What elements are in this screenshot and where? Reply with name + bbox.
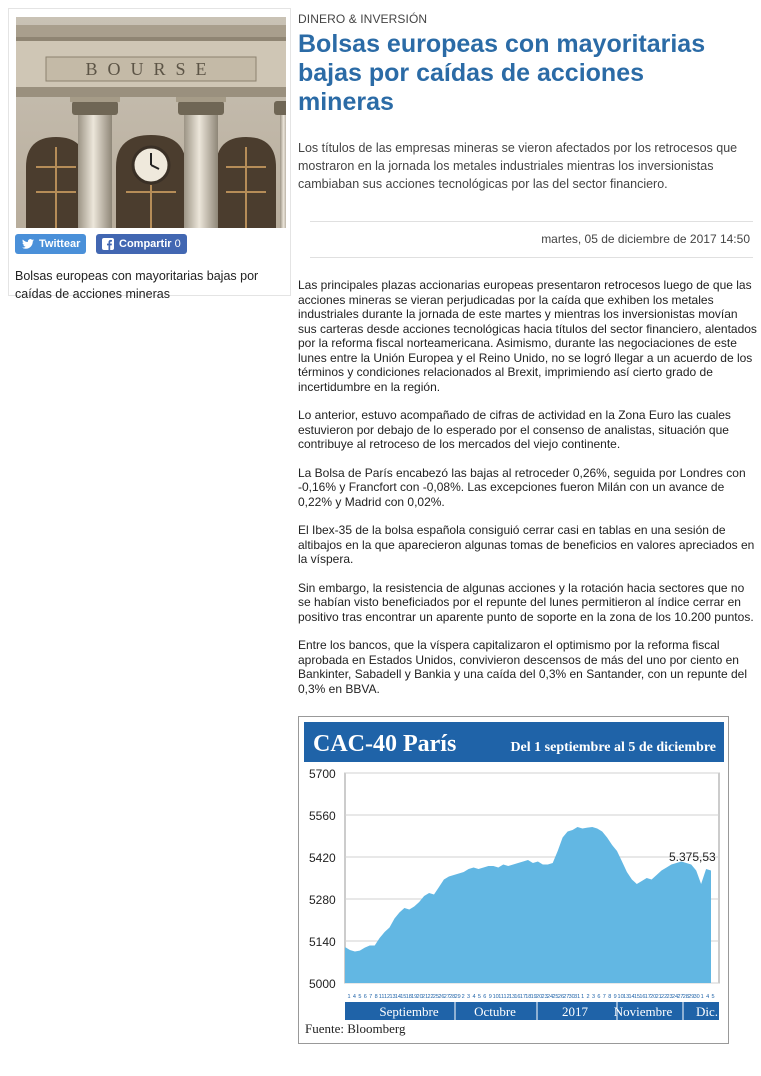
x-day-tick-label: 20 [650,994,657,1000]
x-day-tick-label: 23 [666,994,673,1000]
x-day-tick-label: 10 [492,994,499,1000]
x-day-tick-label: 20 [416,994,423,1000]
x-day-tick-label: 19 [411,994,418,1000]
facebook-icon [102,238,114,250]
divider [310,221,753,222]
article-lead: Los títulos de las empresas mineras se vieron afectados por los retrocesos que mostraron en la jornada los metales industriales mientras los inversionistas cambiaban sus acciones tecnológicas por las del sector financiero. [298,141,738,191]
x-month-label: Septiembre [379,1004,439,1019]
x-day-tick-label: 15 [633,994,640,1000]
x-day-tick-label: 17 [519,994,526,1000]
x-day-tick-label: 28 [449,994,456,1000]
x-day-tick-label: 20 [536,994,543,1000]
x-day-tick-label: 5 [358,994,362,1000]
x-day-tick-label: 14 [394,994,401,1000]
x-day-tick-label: 27 [563,994,570,1000]
x-day-tick-label: 17 [644,994,651,1000]
x-month-label: Noviembre [613,1004,673,1019]
x-day-tick-label: 13 [389,994,396,1000]
x-day-tick-label: 12 [383,994,391,1000]
x-month-label: Dic. [695,1004,719,1019]
x-day-tick-label: 10 [617,994,624,1000]
x-day-tick-label: 8 [374,994,378,1000]
x-day-tick-label: 5 [477,994,481,1000]
facebook-share-count: 0 [174,238,181,250]
x-day-tick-label: 4 [352,994,356,1000]
facebook-share-button[interactable] [96,234,187,254]
x-day-tick-label: 6 [483,994,487,1000]
x-day-tick-label: 12 [503,994,510,1000]
x-day-tick-label: 15 [400,994,407,1000]
x-day-tick-label: 18 [525,994,532,1000]
y-tick-label: 5280 [309,893,336,907]
x-day-tick-label: 25 [432,994,439,1000]
x-day-tick-label: 13 [508,994,516,1000]
cac40-chart [298,716,729,1044]
chart-svg [299,717,728,1043]
x-day-tick-label: 22 [427,994,434,1000]
x-day-tick-label: 21 [655,994,662,1000]
x-day-tick-label: 26 [557,994,564,1000]
chart-last-value-label: 5.375,53 [669,850,716,864]
x-day-tick-label: 26 [438,994,445,1000]
section-label[interactable]: DINERO & INVERSIÓN [298,12,428,26]
y-tick-label: 5140 [309,935,336,949]
body-paragraph: La Bolsa de París encabezó las bajas al retroceder 0,26%, seguida por Londres con -0,16% y Francfort con -0,08%. Las excepciones fueron Milán con un avance de 0,22% y Madrid con 0,02%. [298,465,746,509]
x-day-tick-label: 25 [552,994,559,1000]
x-day-tick-label: 1 [581,994,585,1000]
x-day-tick-label: 31 [574,994,581,1000]
twitter-share-label: Twittear [39,238,81,250]
body-paragraph: Sin embargo, la resistencia de algunas acciones y la rotación hacia sectores que no se habían visto beneficiados por el repunte del lunes permitieron al índice cerrar en positivo tras encontrar un aparente punto de soporte en la zona de los 10.200 puntos. [298,580,754,624]
x-day-tick-label: 9 [613,994,617,1000]
y-tick-label: 5000 [309,977,336,991]
x-day-tick-label: 4 [706,994,710,1000]
x-day-tick-label: 2 [461,994,465,1000]
x-day-tick-label: 9 [488,994,492,1000]
x-day-tick-label: 7 [602,994,606,1000]
chart-title: CAC-40 París [313,731,457,757]
bourse-sign-text: BOURSE [85,59,217,79]
x-day-tick-label: 8 [608,994,612,1000]
x-day-tick-label: 3 [466,994,471,1000]
article-title: Bolsas europeas con mayoritarias bajas por caídas de acciones mineras [298,30,706,116]
x-day-tick-label: 24 [546,994,554,1000]
x-day-tick-label: 14 [628,994,635,1000]
twitter-bird-icon [22,239,34,249]
x-day-tick-label: 24 [671,994,679,1000]
article-body [298,278,758,710]
x-day-tick-label: 1 [347,994,351,1000]
x-day-tick-label: 13 [623,994,630,1000]
x-month-label: Octubre [474,1004,516,1019]
x-day-tick-label: 5 [711,994,715,1000]
x-day-tick-label: 4 [472,994,476,1000]
divider [310,257,753,258]
image-card [8,8,291,301]
chart-subtitle: Del 1 septiembre al 5 de diciembre [510,740,716,755]
y-tick-label: 5700 [309,767,336,781]
x-day-tick-label: 22 [661,994,668,1000]
twitter-share-button[interactable] [15,234,86,254]
x-day-tick-label: 16 [514,994,521,1000]
x-day-tick-label: 7 [369,994,373,1000]
x-day-tick-label: 21 [422,994,429,1000]
x-day-tick-label: 29 [688,994,695,1000]
x-day-tick-label: 30 [693,994,700,1000]
x-day-tick-label: 16 [639,994,646,1000]
x-day-tick-label: 1 [700,994,704,1000]
x-month-label: 2017 [562,1004,588,1019]
chart-source: Fuente: Bloomberg [305,1021,406,1036]
x-day-tick-label: 6 [597,994,601,1000]
x-day-tick-label: 27 [677,994,684,1000]
article-photo[interactable] [16,17,286,228]
x-day-tick-label: 28 [682,994,689,1000]
body-paragraph: Las principales plazas accionarias europeas presentaron retrocesos luego de que las acciones mineras se vieran perjudicadas por la caída que exhiben los metales industriales durante la jornada de este martes y mientras los inversionistas movían sus carteras desde acciones tecnológicas hacia títulos del sector financiero, alentados por la reforma fiscal norteamericana. Asimismo, durante las negociaciones de este lunes entre la Unión Europea y el Reino Unido, no se logró llegar a un acuerdo de los términos y condiciones relacionados al Brexit, imprimiendo así cierto grado de incertidumbre en la región. [298,278,757,394]
x-day-tick-label: 11 [498,994,504,1000]
x-day-tick-label: 30 [568,994,575,1000]
x-day-tick-label: 6 [363,994,367,1000]
publish-date: martes, 05 de diciembre de 2017 14:50 [541,232,750,246]
y-tick-label: 5420 [309,851,336,865]
x-day-tick-label: 11 [378,994,385,1000]
body-paragraph: Entre los bancos, que la víspera capitalizaron el optimismo por la reforma fiscal aprobada en Estados Unidos, convivieron descensos de más del uno por ciento en Bankinter, Sabadell y Bankia y una caída del 0,3% en Santander, con un repunte del 0,3% en BBVA. [298,638,747,696]
body-paragraph: Lo anterior, estuvo acompañado de cifras de actividad en la Zona Euro las cuales estuvieron por debajo de lo esperado por el consenso de analistas, situación que contribuye al retroceso de los mercados del viejo continente. [298,408,731,451]
x-day-tick-label: 29 [454,994,461,1000]
facebook-share-label: Compartir [119,238,172,250]
bourse-building-image [16,17,286,228]
x-day-tick-label: 23 [541,994,548,1000]
x-day-tick-label: 18 [405,994,412,1000]
image-caption: Bolsas europeas con mayoritarias bajas por caídas de acciones mineras [15,269,259,301]
y-tick-label: 5560 [309,809,336,823]
x-day-tick-label: 19 [530,994,537,1000]
x-day-tick-label: 3 [591,994,596,1000]
x-day-tick-label: 27 [443,994,450,1000]
body-paragraph: El Ibex-35 de la bolsa española consiguió cerrar casi en tablas en una sesión de altibajos en la que aparecieron algunas tomas de beneficios en valores apreciados en la víspera. [298,523,755,566]
x-day-tick-label: 2 [586,994,590,1000]
